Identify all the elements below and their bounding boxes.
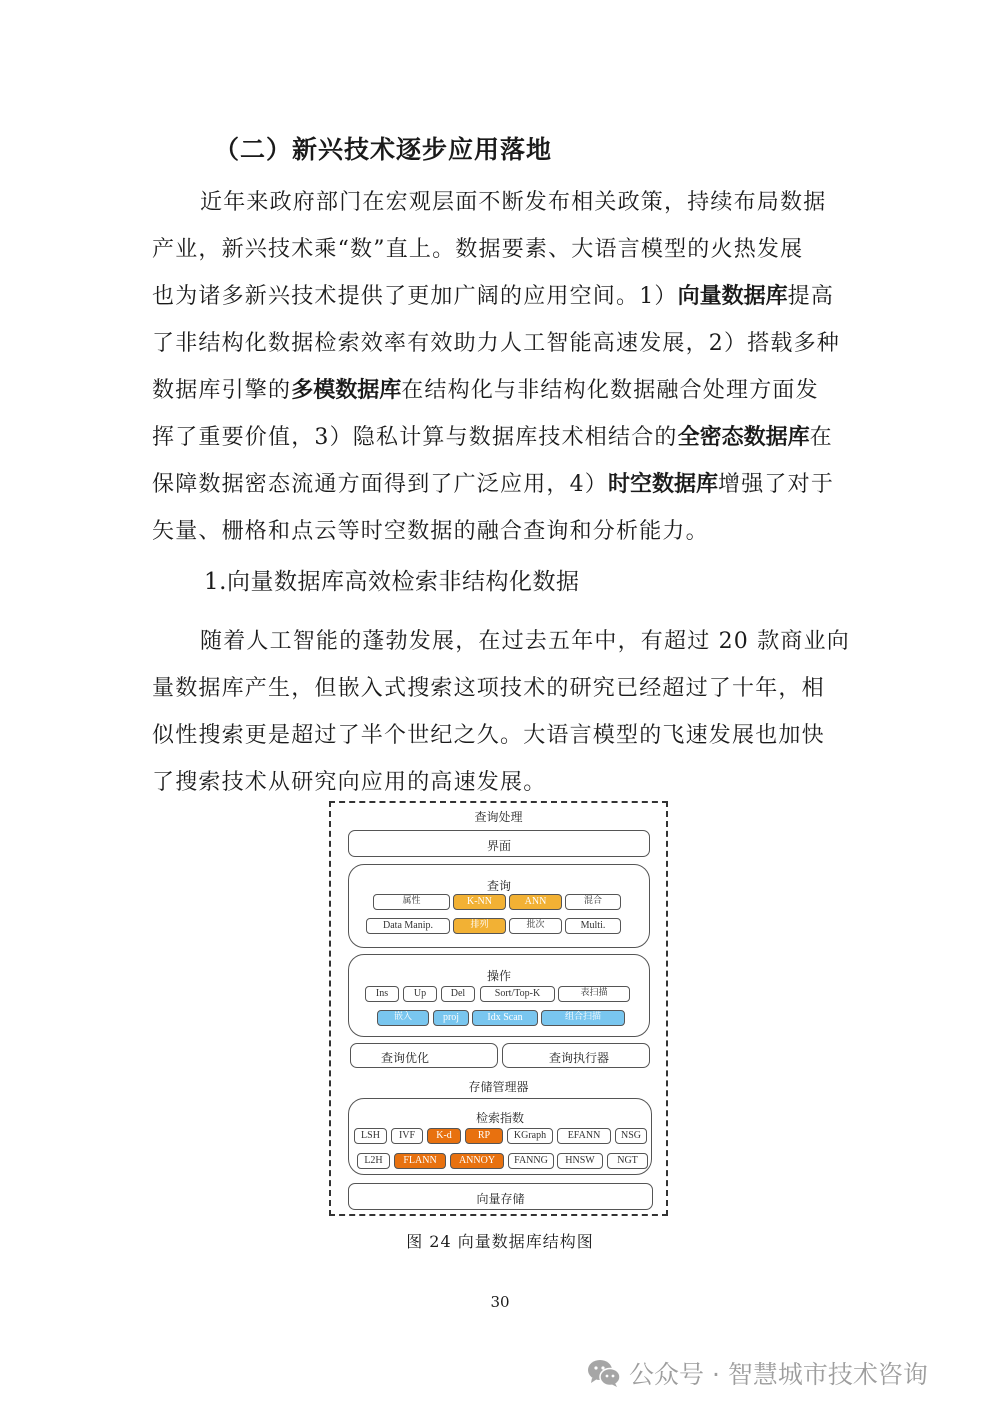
diagram-chip: EFANN bbox=[557, 1128, 611, 1144]
diagram-chip: 属性 bbox=[373, 894, 450, 910]
query-executor-box bbox=[502, 1043, 650, 1068]
text-run: 产业，新兴技术乘“数”直上。数据要素、大语言模型的火热发展 bbox=[152, 237, 804, 262]
wechat-icon bbox=[587, 1358, 621, 1388]
storage-manager-title: 存储管理器 bbox=[468, 1080, 529, 1094]
text-run: 也为诸多新兴技术提供了更加广阔的应用空间。1） bbox=[152, 284, 678, 309]
paragraph-1-line bbox=[152, 367, 852, 414]
paragraph-2-line: 似性搜索更是超过了半个世纪之久。大语言模型的飞速发展也加快 bbox=[152, 723, 825, 748]
search-index-box bbox=[348, 1098, 652, 1175]
diagram-chip: RP bbox=[465, 1128, 503, 1144]
paragraph-1-line bbox=[152, 414, 852, 461]
diagram-chip: Sort/Top-K bbox=[480, 986, 555, 1002]
text-run: 在结构化与非结构化数据融合处理方面发 bbox=[401, 378, 819, 403]
vector-storage-label: 向量存储 bbox=[476, 1192, 525, 1206]
paragraph-1-line bbox=[152, 273, 852, 320]
diagram-chip: IVF bbox=[391, 1128, 423, 1144]
query-optimizer-label: 查询优化 bbox=[381, 1051, 430, 1065]
diagram-chip: KGraph bbox=[507, 1128, 553, 1144]
diagram-chip: FLANN bbox=[394, 1153, 446, 1169]
diagram-chip: K-NN bbox=[453, 894, 506, 910]
paragraph-1-line bbox=[152, 179, 852, 226]
diagram-chip: ANN bbox=[509, 894, 562, 910]
paragraph-1-line bbox=[152, 226, 852, 273]
diagram-chip: LSH bbox=[354, 1128, 387, 1144]
search-index-label: 检索指数 bbox=[475, 1111, 524, 1125]
vector-db-architecture-diagram bbox=[329, 801, 668, 1216]
text-run: 矢量、栅格和点云等时空数据的融合查询和分析能力。 bbox=[152, 519, 709, 544]
diagram-chip: 表扫描 bbox=[558, 986, 630, 1002]
diagram-chip: Data Manip. bbox=[366, 918, 450, 934]
text-run: 提高 bbox=[787, 284, 835, 309]
diagram-chip: L2H bbox=[357, 1153, 390, 1169]
diagram-chip: proj bbox=[433, 1010, 469, 1026]
paragraph-1 bbox=[152, 179, 852, 555]
diagram-chip: Up bbox=[403, 986, 437, 1002]
section-heading: （二）新兴技术逐步应用落地 bbox=[214, 135, 553, 164]
page-number: 30 bbox=[490, 1293, 510, 1311]
diagram-chip: HNSW bbox=[557, 1153, 603, 1169]
paragraph-2-line: 了搜索技术从研究向应用的高速发展。 bbox=[152, 770, 547, 795]
query-label: 查询 bbox=[486, 879, 511, 893]
paragraph-1-line bbox=[152, 320, 852, 367]
text-run: 数据库引擎的 bbox=[152, 378, 292, 403]
text-run: 保障数据密态流通方面得到了广泛应用，4） bbox=[152, 472, 608, 497]
bold-term: 全密态数据库 bbox=[677, 425, 810, 450]
query-executor-label: 查询执行器 bbox=[548, 1051, 609, 1065]
interface-box bbox=[348, 830, 650, 857]
diagram-chip: 嵌入 bbox=[377, 1010, 429, 1026]
paragraph-2-line: 随着人工智能的蓬勃发展，在过去五年中，有超过 20 款商业向 bbox=[200, 629, 850, 654]
text-run: 近年来政府部门在宏观层面不断发布相关政策，持续布局数据 bbox=[200, 190, 827, 215]
query-optimizer-box bbox=[350, 1043, 498, 1068]
text-run: 挥了重要价值，3）隐私计算与数据库技术相结合的 bbox=[152, 425, 678, 450]
diagram-chip: Multi. bbox=[565, 918, 621, 934]
diagram-chip: ANNOY bbox=[450, 1153, 504, 1169]
text-run: 在 bbox=[809, 425, 833, 450]
diagram-chip: 混合 bbox=[565, 894, 621, 910]
bold-term: 时空数据库 bbox=[608, 472, 719, 497]
diagram-chip: NGT bbox=[607, 1153, 648, 1169]
diagram-chip: 批次 bbox=[509, 918, 562, 934]
diagram-chip: NSG bbox=[615, 1128, 647, 1144]
diagram-chip: Del bbox=[441, 986, 475, 1002]
subheading: 1.向量数据库高效检索非结构化数据 bbox=[204, 569, 580, 595]
diagram-chip: 组合扫描 bbox=[541, 1010, 625, 1026]
diagram-chip: 排列 bbox=[453, 918, 506, 934]
text-run: 增强了对于 bbox=[718, 472, 835, 497]
bold-term: 多模数据库 bbox=[291, 378, 402, 403]
query-box bbox=[348, 864, 650, 948]
operation-label: 操作 bbox=[486, 969, 511, 983]
bold-term: 向量数据库 bbox=[677, 284, 788, 309]
watermark bbox=[587, 1355, 928, 1391]
query-processing-title: 查询处理 bbox=[474, 810, 523, 824]
figure-caption: 图 24 向量数据库结构图 bbox=[406, 1232, 594, 1251]
text-run: 了非结构化数据检索效率有效助力人工智能高速发展，2）搭载多种 bbox=[152, 331, 840, 356]
paragraph-1-line bbox=[152, 461, 852, 508]
vector-storage-box bbox=[348, 1183, 653, 1210]
paragraph-1-line bbox=[152, 508, 852, 555]
paragraph-2-line: 量数据库产生，但嵌入式搜索这项技术的研究已经超过了十年，相 bbox=[152, 676, 825, 701]
paragraph-2 bbox=[152, 618, 852, 806]
diagram-chip: K-d bbox=[427, 1128, 461, 1144]
diagram-chip: Ins bbox=[365, 986, 399, 1002]
operation-box bbox=[348, 954, 650, 1037]
diagram-chip: Idx Scan bbox=[472, 1010, 538, 1026]
watermark-text: 公众号 · 智慧城市技术咨询 bbox=[629, 1360, 928, 1389]
interface-label: 界面 bbox=[486, 839, 511, 853]
diagram-chip: FANNG bbox=[508, 1153, 554, 1169]
